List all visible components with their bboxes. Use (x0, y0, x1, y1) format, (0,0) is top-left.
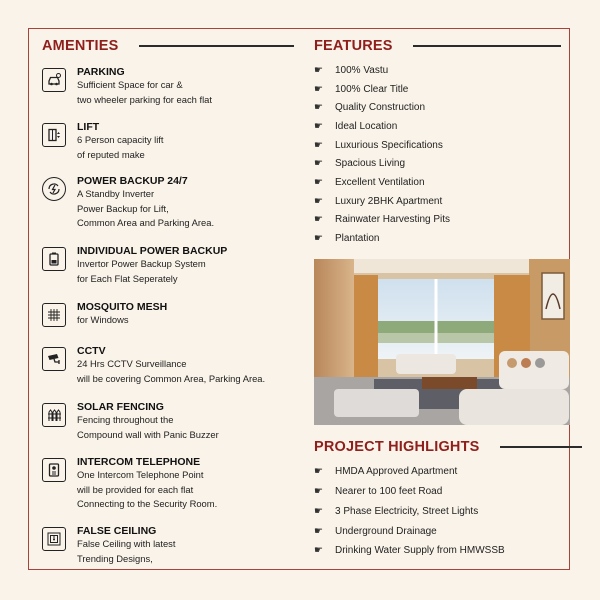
amenities-heading (42, 38, 294, 54)
pointer-icon: ☛ (314, 158, 323, 169)
amenity-title: MOSQUITO MESH (77, 301, 168, 313)
feature-text: Excellent Ventilation (335, 177, 425, 188)
pointer-icon: ☛ (314, 121, 323, 132)
amenity-title: INTERCOM TELEPHONE (77, 456, 201, 468)
amenity-desc: Sufficient Space for car & two wheeler parking for each flat (77, 79, 212, 105)
amenity-desc: False Ceiling with latest Trending Designs, (77, 538, 176, 564)
amenity-title: POWER BACKUP 24/7 (77, 175, 188, 187)
feature-item (314, 140, 443, 151)
feature-text: Ideal Location (335, 121, 398, 132)
amenity-power-backup (42, 175, 214, 231)
feature-item (314, 233, 379, 244)
highlight-text: Underground Drainage (335, 526, 437, 537)
amenity-parking (42, 66, 212, 107)
amenity-desc: A Standby Inverter Power Backup for Lift, Common Area and Parking Area. (77, 188, 215, 228)
feature-item (314, 177, 425, 188)
power-backup-icon (42, 177, 66, 201)
amenity-individual-power-backup (42, 245, 227, 286)
amenities-heading-rule (139, 45, 294, 47)
highlights-heading-text: PROJECT HIGHLIGHTS (314, 439, 480, 455)
highlight-text: Nearer to 100 feet Road (335, 486, 443, 497)
highlight-item (314, 466, 457, 477)
highlight-text: Drinking Water Supply from HMWSSB (335, 545, 505, 556)
amenities-heading-text: AMENTIES (42, 38, 119, 54)
intercom-icon (42, 458, 66, 482)
amenity-title: SOLAR FENCING (77, 401, 164, 413)
mesh-icon (42, 303, 66, 327)
battery-icon (42, 247, 66, 271)
feature-item (314, 121, 397, 132)
amenity-solar-fencing (42, 401, 219, 442)
feature-item (314, 84, 408, 95)
living-room-photo (314, 259, 570, 425)
lift-icon (42, 123, 66, 147)
pointer-icon: ☛ (314, 84, 323, 95)
car-icon (42, 68, 66, 92)
feature-text: Rainwater Harvesting Pits (335, 214, 451, 225)
feature-text: Luxurious Specifications (335, 140, 443, 151)
feature-item (314, 102, 425, 113)
amenity-lift (42, 121, 164, 162)
features-heading-text: FEATURES (314, 38, 393, 54)
feature-text: 100% Clear Title (335, 84, 409, 95)
pointer-icon: ☛ (314, 196, 323, 207)
amenity-title: FALSE CEILING (77, 525, 157, 537)
amenity-desc: One Intercom Telephone Point will be provided for each flat Connecting to the Security Room. (77, 469, 218, 509)
amenity-cctv (42, 345, 265, 386)
highlights-heading (314, 439, 582, 455)
pointer-icon: ☛ (314, 214, 323, 225)
amenity-title: PARKING (77, 66, 125, 78)
amenity-title: INDIVIDUAL POWER BACKUP (77, 245, 228, 257)
features-heading (314, 38, 561, 54)
amenity-mosquito-mesh (42, 301, 167, 328)
amenity-desc: for Windows (77, 314, 129, 325)
highlights-heading-rule (500, 446, 582, 448)
pointer-icon: ☛ (314, 486, 323, 497)
pointer-icon: ☛ (314, 65, 323, 76)
highlight-item (314, 545, 505, 556)
highlight-item (314, 486, 442, 497)
amenity-desc: Fencing throughout the Compound wall with Panic Buzzer (77, 414, 219, 440)
feature-text: Luxury 2BHK Apartment (335, 196, 443, 207)
amenity-intercom (42, 456, 217, 512)
amenity-desc: Invertor Power Backup System for Each Flat Seperately (77, 258, 206, 284)
feature-item (314, 65, 388, 76)
amenity-false-ceiling (42, 525, 175, 566)
feature-text: Quality Construction (335, 102, 426, 113)
fence-icon (42, 403, 66, 427)
pointer-icon: ☛ (314, 177, 323, 188)
pointer-icon: ☛ (314, 526, 323, 537)
features-heading-rule (413, 45, 561, 47)
pointer-icon: ☛ (314, 506, 323, 517)
feature-item (314, 214, 450, 225)
pointer-icon: ☛ (314, 140, 323, 151)
feature-item (314, 158, 405, 169)
amenity-desc: 24 Hrs CCTV Surveillance will be covering Common Area, Parking Area. (77, 358, 266, 384)
highlight-text: 3 Phase Electricity, Street Lights (335, 506, 479, 517)
pointer-icon: ☛ (314, 233, 323, 244)
pointer-icon: ☛ (314, 545, 323, 556)
pointer-icon: ☛ (314, 102, 323, 113)
pointer-icon: ☛ (314, 466, 323, 477)
highlight-item (314, 526, 437, 537)
highlight-item (314, 506, 478, 517)
highlight-text: HMDA Approved Apartment (335, 466, 458, 477)
feature-text: 100% Vastu (335, 65, 389, 76)
amenity-title: CCTV (77, 345, 106, 357)
feature-text: Plantation (335, 233, 380, 244)
feature-item (314, 196, 442, 207)
feature-text: Spacious Living (335, 158, 406, 169)
ceiling-icon (42, 527, 66, 551)
amenity-title: LIFT (77, 121, 100, 133)
amenity-desc: 6 Person capacity lift of reputed make (77, 134, 164, 160)
cctv-icon (42, 347, 66, 371)
